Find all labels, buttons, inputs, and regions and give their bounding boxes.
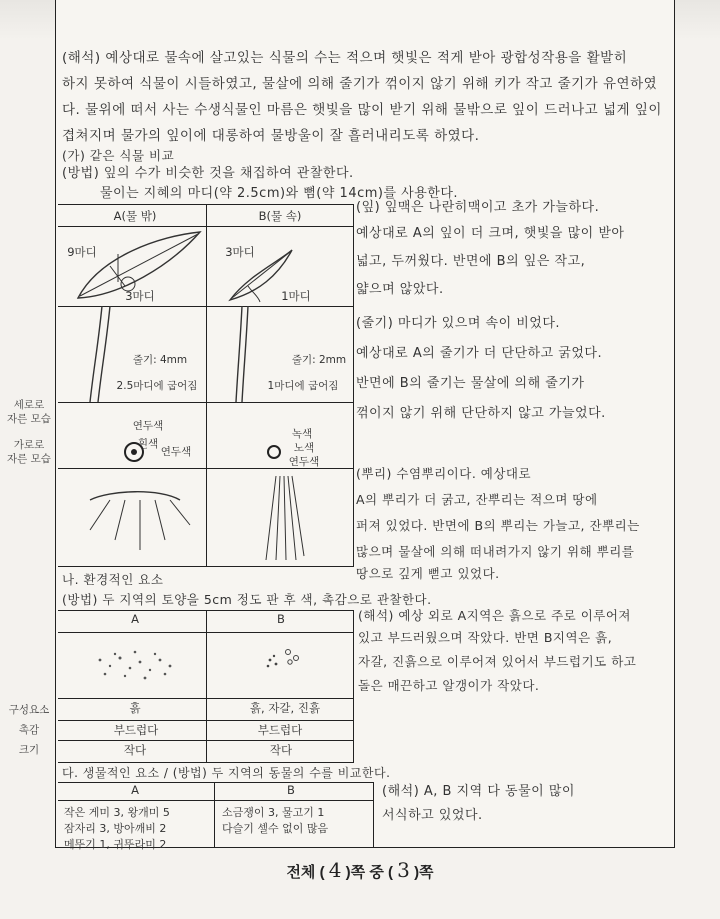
stem-b-sketch-icon xyxy=(228,306,258,402)
intro-line: 다. 물위에 떠서 사는 수생식물인 마름은 햇빛을 많이 받기 위해 물밖으로 잎이 드러나고 넓게 잎이 xyxy=(62,102,662,118)
na-analysis-line: 자갈, 진흙으로 이루어져 있어서 부드럽기도 하고 xyxy=(358,654,637,669)
a-color-label-1: 연두색 xyxy=(132,420,164,432)
root-b-sketch-icon xyxy=(236,470,326,564)
col-a-header: A(물 밖) xyxy=(113,209,157,223)
stem-line: (줄기) 마디가 있으며 속이 비었다. xyxy=(356,316,561,331)
na-b-size: 작다 xyxy=(269,743,293,757)
leaf-line: 넓고, 두꺼웠다. 반면에 B의 잎은 작고, xyxy=(356,254,586,269)
footer-label-total: 전체 ( xyxy=(286,864,325,881)
intro-line: 하지 못하여 식물이 시들하였고, 물살에 의해 줄기가 꺾이지 않기 위해 키가 작고 줄기가 유연하였 xyxy=(62,76,658,92)
a-bend-label: 2.5마디에 굽어짐 xyxy=(116,380,198,392)
footer-label-end: )쪽 xyxy=(414,864,434,881)
na-col-b-header: B xyxy=(277,612,285,626)
intro-line: 겹쳐지며 물가의 잎이에 대롱하여 물방울이 잘 흘러내리도록 하였다. xyxy=(62,128,480,144)
intro-line: (해석) 예상대로 물속에 살고있는 식물의 수는 적으며 햇빛은 적게 받아 광합성작용을 활발히 xyxy=(62,50,628,66)
side-note-line: 자른 모습 xyxy=(7,453,51,465)
da-b-item: 다슬기 셀수 없이 많음 xyxy=(222,822,329,835)
na-analysis-line: 있고 부드러웠으며 작았다. 반면 B지역은 흙, xyxy=(358,630,613,645)
na-b-touch: 부드럽다 xyxy=(257,723,303,737)
b-nodes-label-2: 1마디 xyxy=(281,289,311,303)
b-bend-label: 1마디에 굽어짐 xyxy=(267,380,339,392)
root-line: A의 뿌리가 더 굵고, 잔뿌리는 적으며 땅에 xyxy=(356,492,598,507)
table-divider xyxy=(353,610,354,762)
table-rule xyxy=(58,800,374,801)
na-a-touch: 부드럽다 xyxy=(113,723,159,737)
na-a-color: 흙 xyxy=(129,701,141,715)
stem-line: 꺾이지 않기 위해 단단하지 않고 가늘었다. xyxy=(356,406,606,421)
table-divider xyxy=(206,610,207,762)
da-a-item: 메뚜기 1, 귀뚜라미 2 xyxy=(64,838,167,851)
b-color-label-2: 노색 xyxy=(293,442,315,454)
a-stem-label: 줄기: 4mm xyxy=(132,354,188,366)
da-b-item: 소금쟁이 3, 물고기 1 xyxy=(222,806,325,819)
section-na-method: (방법) 두 지역의 토양을 5cm 정도 판 후 색, 촉감으로 관찰한다. xyxy=(62,592,432,607)
table-rule xyxy=(58,782,374,783)
root-line: 많으며 물살에 의해 떠내려가지 않기 위해 뿌리를 xyxy=(356,544,635,559)
page-footer xyxy=(0,858,720,882)
na-col-a-header: A xyxy=(131,612,139,626)
na-analysis-line: 돌은 매끈하고 알갱이가 작았다. xyxy=(358,678,540,693)
footer-label-mid: )쪽 중 ( xyxy=(345,864,393,881)
side-note-vertical-cut xyxy=(4,398,54,426)
da-analysis-line: (해석) A, B 지역 다 동물이 많이 xyxy=(382,784,575,799)
side-note-components xyxy=(4,700,54,760)
side-note-line: 구성요소 xyxy=(8,704,50,716)
section-ga-title: (가) 같은 식물 비교 xyxy=(62,148,175,163)
na-b-color: 흙, 자갈, 진흙 xyxy=(249,701,321,715)
leaf-line: 예상대로 A의 잎이 더 크며, 햇빛을 많이 받아 xyxy=(356,226,625,241)
da-analysis-line: 서식하고 있었다. xyxy=(382,808,483,823)
b-stem-label: 줄기: 2mm xyxy=(291,354,347,366)
side-note-line: 자른 모습 xyxy=(7,413,51,425)
table-divider xyxy=(373,782,374,848)
section-ga-subtext: 물이는 지혜의 마디(약 2.5cm)와 뼘(약 14cm)를 사용한다. xyxy=(100,186,459,201)
b-nodes-label-1: 3마디 xyxy=(225,245,255,259)
section-na-title: 나. 환경적인 요소 xyxy=(62,572,164,587)
root-a-sketch-icon xyxy=(70,470,200,564)
root-line: 퍼져 있었다. 반면에 B의 뿌리는 가늘고, 잔뿌리는 xyxy=(356,518,640,533)
soil-b-sample-icon xyxy=(250,640,310,680)
leaf-line: 얇으며 않았다. xyxy=(356,282,444,297)
side-note-line: 크기 xyxy=(18,744,40,756)
side-note-horizontal-cut xyxy=(4,438,54,466)
leaf-line: (잎) 잎맥은 나란히맥이고 초가 가늘하다. xyxy=(356,200,600,215)
col-b-header: B(물 속) xyxy=(258,209,302,223)
table-divider xyxy=(214,782,215,848)
a-nodes-label-2: 3마디 xyxy=(125,289,155,303)
section-ga-method: (방법) 잎의 수가 비슷한 것을 채집하여 관찰한다. xyxy=(62,166,354,181)
footer-total-pages: 4 xyxy=(328,858,342,882)
a-color-label-2: 흰색 xyxy=(137,438,159,450)
da-a-item: 작은 게미 3, 왕개미 5 xyxy=(64,806,170,819)
b-color-label-3: 연두색 xyxy=(288,456,320,468)
footer-current-page: 3 xyxy=(397,858,410,882)
a-color-label-3: 연두색 xyxy=(160,446,192,458)
stem-b-cross-section-icon xyxy=(262,440,286,464)
b-color-label-1: 녹색 xyxy=(291,428,313,440)
na-analysis-line: (해석) 예상 외로 A지역은 흙으로 주로 이루어져 xyxy=(358,608,631,623)
da-col-a-header: A xyxy=(131,783,139,797)
soil-a-sample-icon xyxy=(80,640,190,690)
stem-line: 반면에 B의 줄기는 물살에 의해 줄기가 xyxy=(356,376,585,391)
na-a-size: 작다 xyxy=(123,743,147,757)
da-a-item: 잠자리 3, 방아깨비 2 xyxy=(64,822,167,835)
side-note-line: 촉감 xyxy=(18,724,40,736)
da-col-b-header: B xyxy=(287,783,295,797)
table-rule xyxy=(58,566,354,567)
side-note-line: 세로로 xyxy=(13,399,45,411)
side-note-line: 가로로 xyxy=(13,439,45,451)
a-nodes-label-1: 9마디 xyxy=(67,245,97,259)
section-da-title: 다. 생물적인 요소 / (방법) 두 지역의 동물의 수를 비교한다. xyxy=(62,766,391,780)
root-line: (뿌리) 수염뿌리이다. 예상대로 xyxy=(356,466,532,481)
stem-line: 예상대로 A의 줄기가 더 단단하고 굵었다. xyxy=(356,346,603,361)
root-line: 땅으로 깊게 뻗고 있었다. xyxy=(356,566,500,581)
